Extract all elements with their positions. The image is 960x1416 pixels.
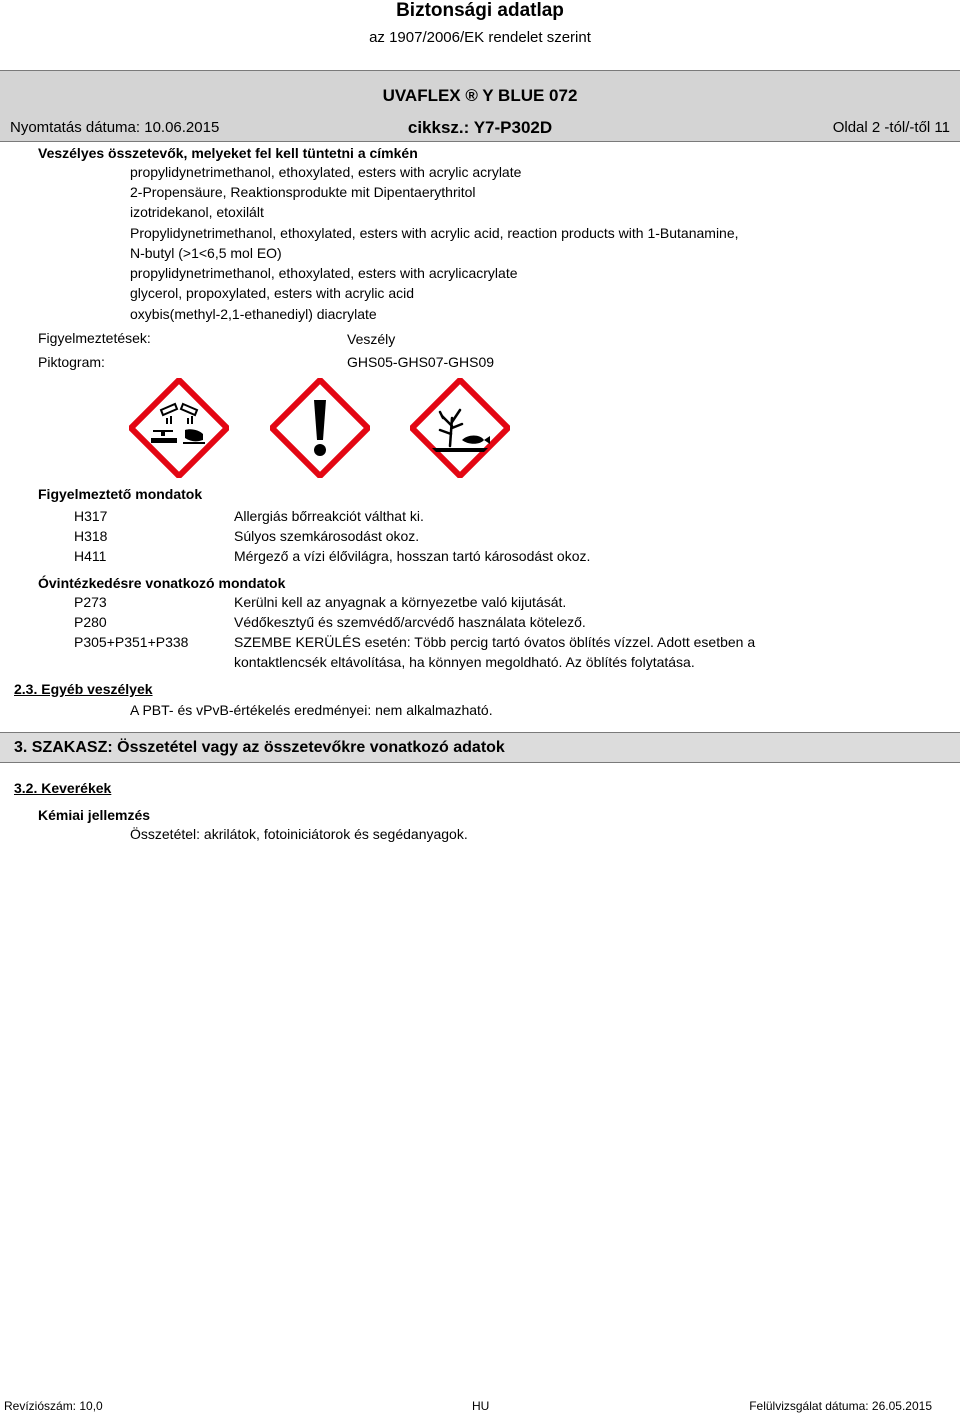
component-item: 2-Propensäure, Reaktionsprodukte mit Dipentaerythritol (130, 184, 476, 200)
pictogram-codes: GHS05-GHS07-GHS09 (347, 354, 495, 370)
print-date: Nyomtatás dátuma: 10.06.2015 (10, 119, 220, 136)
page-number: Oldal 2 -tól/-től 11 (832, 119, 950, 136)
precaution-text: Kerülni kell az anyagnak a környezetbe való kijutását. (234, 594, 567, 610)
environment-icon (410, 378, 510, 478)
hazard-statements-heading: Figyelmeztető mondatok (38, 486, 203, 502)
document-title: Biztonsági adatlap (396, 0, 564, 21)
precaution-code: P273 (74, 594, 107, 610)
regulation-subtitle: az 1907/2006/EK rendelet szerint (369, 29, 591, 46)
review-date: Felülvizsgálat dátuma: 26.05.2015 (749, 1399, 932, 1413)
pictogram-label: Piktogram: (38, 354, 105, 370)
exclamation-icon (270, 378, 370, 478)
component-item: oxybis(methyl-2,1-ethanediyl) diacrylate (130, 306, 377, 322)
signal-word-label: Figyelmeztetések: (38, 330, 151, 346)
other-hazards-text: A PBT- és vPvB-értékelés eredményei: nem alkalmazható. (130, 702, 493, 718)
product-name: UVAFLEX ® Y BLUE 072 (382, 86, 578, 105)
hazard-code: H318 (74, 528, 108, 544)
chemical-characterization-heading: Kémiai jellemzés (38, 807, 151, 823)
hazard-code: H411 (74, 548, 107, 564)
revision-number: Revíziószám: 10,0 (4, 1399, 103, 1413)
corrosion-icon (129, 378, 229, 478)
hazard-text: Súlyos szemkárosodást okoz. (234, 528, 420, 544)
mixtures-heading: 3.2. Keverékek (14, 780, 112, 796)
component-item: glycerol, propoxylated, esters with acrylic acid (130, 285, 415, 301)
precaution-text: Védőkesztyű és szemvédő/arcvédő használata kötelező. (234, 614, 586, 630)
precaution-code: P280 (74, 614, 107, 630)
component-item: propylidynetrimethanol, ethoxylated, esters with acrylicacrylate (130, 265, 518, 281)
precaution-code: P305+P351+P338 (74, 634, 189, 650)
precautionary-statements-heading: Óvintézkedésre vonatkozó mondatok (38, 575, 286, 591)
component-item: Propylidynetrimethanol, ethoxylated, esters with acrylic acid, reaction products with 1-Butanamine, (130, 225, 739, 241)
hazard-text: Allergiás bőrreakciót válthat ki. (234, 508, 424, 524)
language-code: HU (472, 1399, 490, 1413)
other-hazards-heading: 2.3. Egyéb veszélyek (14, 681, 153, 697)
component-item: izotridekanol, etoxilált (130, 204, 264, 220)
section-3-title: 3. SZAKASZ: Összetétel vagy az összetevőkre vonatkozó adatok (14, 739, 505, 756)
article-number: cikksz.: Y7-P302D (407, 118, 553, 137)
composition-text: Összetétel: akrilátok, fotoiniciátorok és segédanyagok. (130, 826, 468, 842)
component-item: propylidynetrimethanol, ethoxylated, esters with acrylic acrylate (130, 164, 522, 180)
precaution-text: SZEMBE KERÜLÉS esetén: Több percig tartó óvatos öblítés vízzel. Adott esetben a (234, 634, 756, 650)
hazard-text: Mérgező a vízi élővilágra, hosszan tartó károsodást okoz. (234, 548, 591, 564)
precaution-text-continued: kontaktlencsék eltávolítása, ha könnyen megoldható. Az öblítés folytatása. (234, 654, 695, 670)
label-components-heading: Veszélyes összetevők, melyeket fel kell tüntetni a címkén (38, 145, 418, 161)
signal-word-value: Veszély (347, 331, 396, 347)
component-item: N-butyl (>1<6,5 mol EO) (130, 245, 282, 261)
hazard-code: H317 (74, 508, 108, 524)
